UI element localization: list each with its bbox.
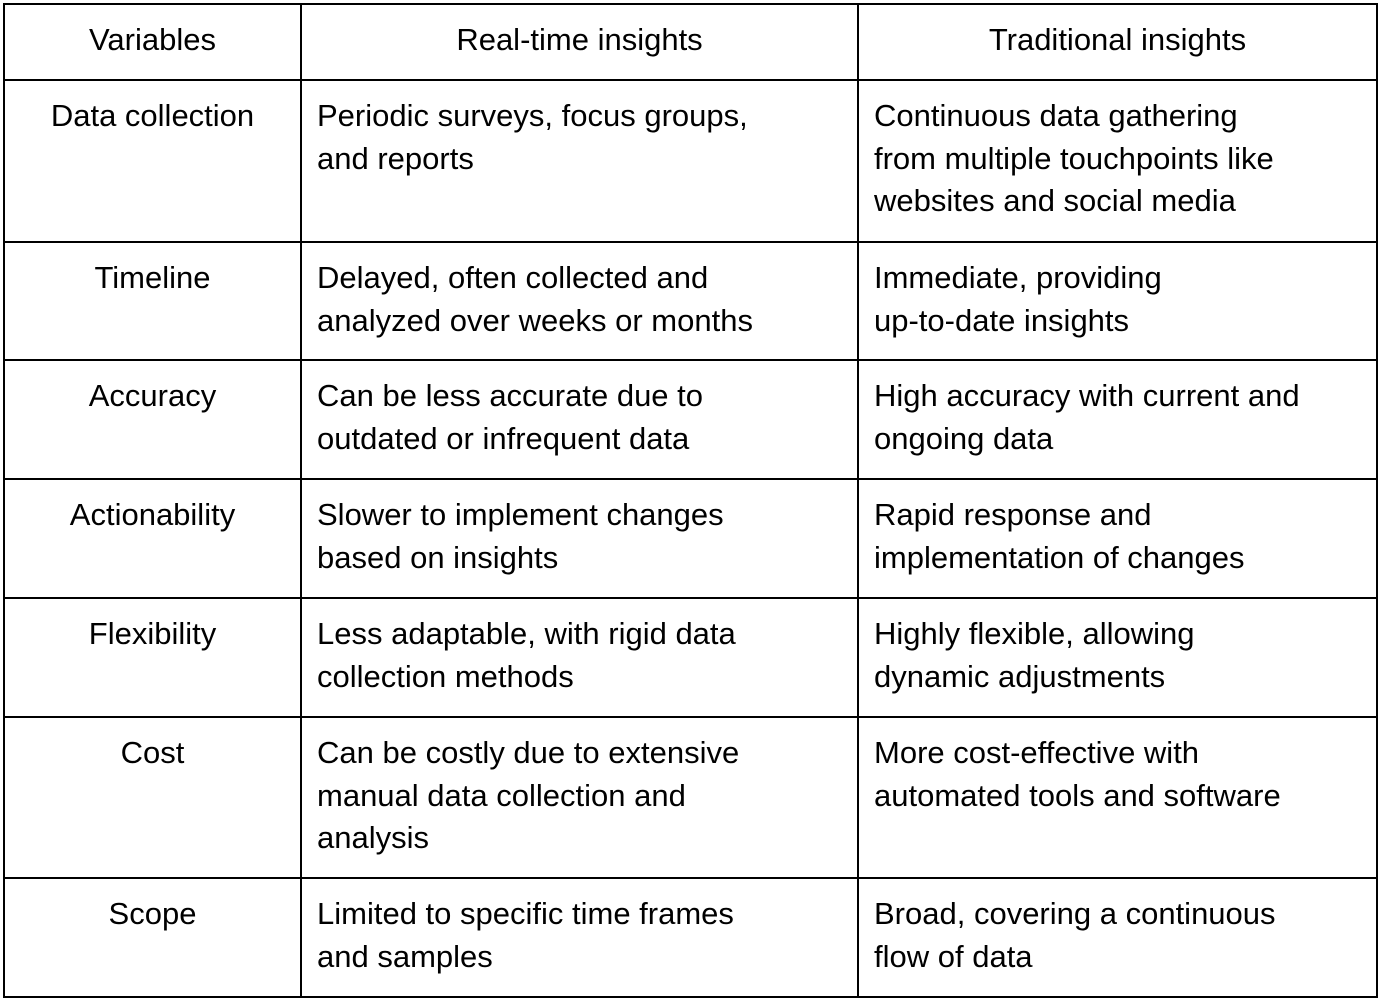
cell-line: and samples xyxy=(317,938,493,974)
cell-line: Slower to implement changes xyxy=(317,497,724,532)
realtime-cell xyxy=(301,878,858,997)
variable-cell: Data collection xyxy=(4,80,301,242)
cell-line: More cost-effective with xyxy=(874,735,1200,770)
traditional-cell xyxy=(858,717,1377,878)
table-row xyxy=(4,479,1377,598)
header-variables: Variables xyxy=(4,4,301,80)
cell-line: and reports xyxy=(317,140,474,176)
variable-cell: Actionability xyxy=(4,479,301,598)
table-row xyxy=(4,360,1377,479)
cell-line: Can be costly due to extensive xyxy=(317,735,740,770)
variable-cell: Timeline xyxy=(4,242,301,360)
traditional-cell xyxy=(858,598,1377,717)
realtime-cell xyxy=(301,80,858,242)
cell-line: Highly flexible, allowing xyxy=(874,616,1195,651)
cell-line: up-to-date insights xyxy=(874,302,1130,338)
variable-cell: Flexibility xyxy=(4,598,301,717)
table-row xyxy=(4,878,1377,997)
comparison-table xyxy=(3,3,1378,998)
table-row xyxy=(4,80,1377,242)
traditional-cell xyxy=(858,242,1377,360)
variable-cell: Scope xyxy=(4,878,301,997)
cell-line: Rapid response and xyxy=(874,497,1152,532)
variable-cell: Accuracy xyxy=(4,360,301,479)
cell-line: analysis xyxy=(317,820,429,855)
cell-line: based on insights xyxy=(317,539,559,575)
cell-line: Continuous data gathering xyxy=(874,98,1238,133)
cell-line: Broad, covering a continuous xyxy=(874,896,1276,931)
cell-line: collection methods xyxy=(317,658,574,694)
cell-line: High accuracy with current and xyxy=(874,378,1300,413)
cell-line: dynamic adjustments xyxy=(874,658,1166,694)
cell-line: Limited to specific time frames xyxy=(317,896,734,931)
cell-line: websites and social media xyxy=(874,183,1236,218)
traditional-cell xyxy=(858,479,1377,598)
realtime-cell xyxy=(301,479,858,598)
cell-line: implementation of changes xyxy=(874,539,1245,575)
cell-line: manual data collection and xyxy=(317,777,686,813)
cell-line: ongoing data xyxy=(874,420,1054,456)
table-body xyxy=(4,4,1377,997)
cell-line: Periodic surveys, focus groups, xyxy=(317,98,748,133)
header-traditional: Traditional insights xyxy=(858,4,1377,80)
realtime-cell xyxy=(301,598,858,717)
variable-cell: Cost xyxy=(4,717,301,878)
traditional-cell xyxy=(858,878,1377,997)
realtime-cell xyxy=(301,717,858,878)
header-row xyxy=(4,4,1377,80)
cell-line: analyzed over weeks or months xyxy=(317,302,753,338)
cell-line: Can be less accurate due to xyxy=(317,378,704,413)
header-realtime: Real-time insights xyxy=(301,4,858,80)
cell-line: automated tools and software xyxy=(874,777,1281,813)
cell-line: Delayed, often collected and xyxy=(317,260,709,295)
traditional-cell xyxy=(858,80,1377,242)
cell-line: outdated or infrequent data xyxy=(317,420,690,456)
cell-line: Immediate, providing xyxy=(874,260,1162,295)
table-row xyxy=(4,242,1377,360)
realtime-cell xyxy=(301,242,858,360)
realtime-cell xyxy=(301,360,858,479)
table-row xyxy=(4,717,1377,878)
cell-line: from multiple touchpoints like xyxy=(874,140,1274,176)
cell-line: flow of data xyxy=(874,938,1033,974)
cell-line: Less adaptable, with rigid data xyxy=(317,616,736,651)
traditional-cell xyxy=(858,360,1377,479)
table-row xyxy=(4,598,1377,717)
